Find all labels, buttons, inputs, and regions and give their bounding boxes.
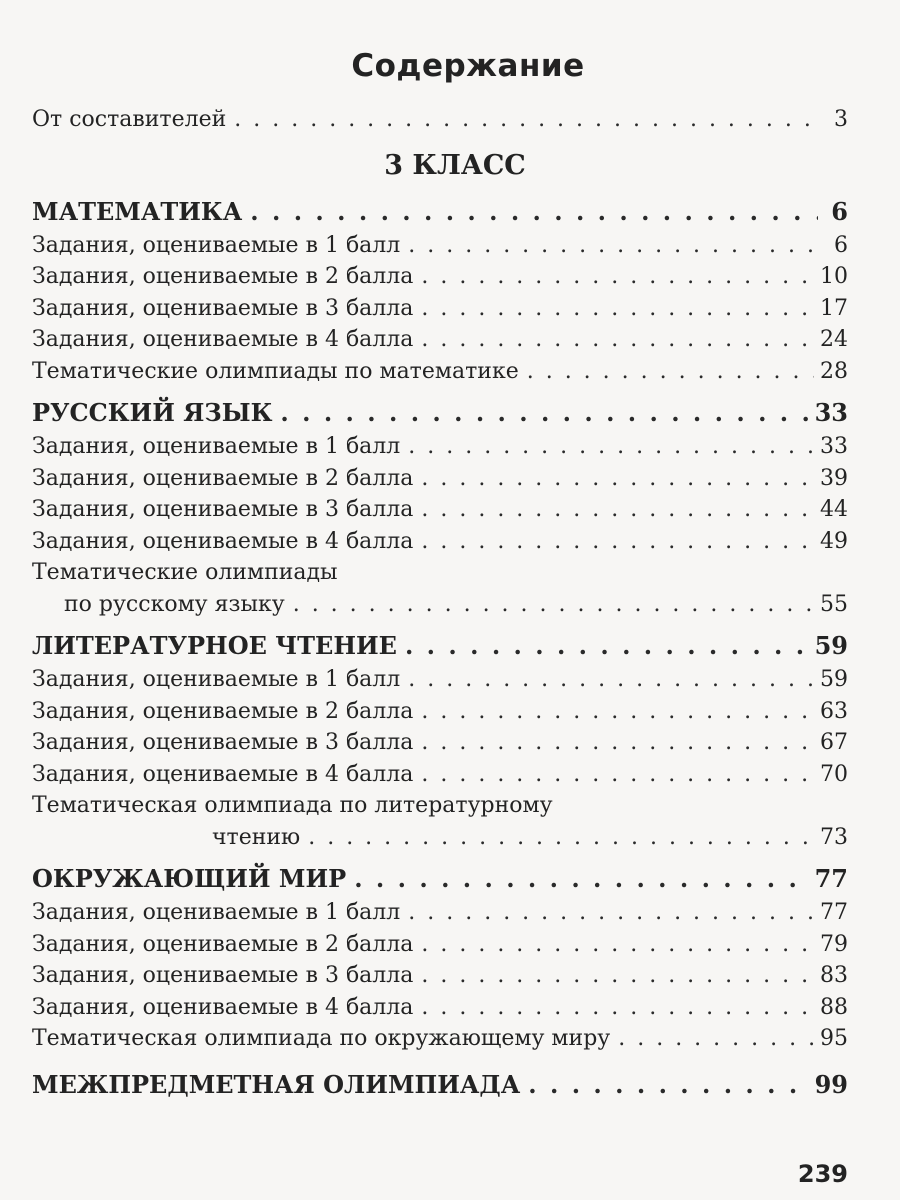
dot-leader (528, 1067, 808, 1103)
toc-entry (32, 526, 848, 558)
toc-entry-page: 63 (820, 698, 848, 724)
toc-entry (32, 356, 848, 388)
dot-leader (421, 463, 814, 495)
dot-leader (234, 104, 818, 136)
toc-entry (32, 992, 848, 1024)
toc-entry-label: От составителей (32, 107, 227, 132)
section-page: 6 (831, 196, 848, 226)
toc-entry-label: Тематическая олимпиада по окружающему миру (32, 1026, 611, 1051)
toc-entry (32, 261, 848, 293)
toc-entry-page: 59 (820, 667, 848, 692)
toc-entry-label: Задания, оцениваемые в 2 балла (32, 465, 414, 491)
page-number: 239 (797, 1160, 848, 1188)
toc-entry-label: по русскому языку (64, 591, 285, 617)
table-of-contents (32, 40, 848, 1103)
dot-leader (421, 696, 814, 728)
toc-entry (32, 324, 848, 356)
toc-entry (32, 822, 848, 854)
section-label: МАТЕМАТИКА (32, 196, 243, 226)
section-label: РУССКИЙ ЯЗЫК (32, 398, 273, 427)
toc-entry (32, 664, 848, 696)
toc-entry-label: чтению (212, 824, 301, 850)
toc-entry-page: 55 (820, 591, 848, 617)
toc-entry (32, 696, 848, 728)
section-page: 59 (814, 631, 848, 660)
toc-entry-label: Задания, оцениваемые в 3 балла (32, 730, 414, 755)
section-interdisciplinary (32, 1067, 848, 1103)
page-title: Содержание (351, 48, 585, 84)
dot-leader (250, 194, 818, 230)
dot-leader (408, 431, 814, 463)
toc-entry-page: 83 (820, 963, 848, 988)
toc-entry-page: 95 (820, 1026, 848, 1051)
dot-leader (408, 897, 814, 929)
toc-entry (32, 929, 848, 961)
toc-entry-label: Задания, оцениваемые в 4 балла (32, 528, 414, 554)
dot-leader (421, 526, 814, 558)
dot-leader (421, 261, 814, 293)
toc-entry-label: Задания, оцениваемые в 3 балла (32, 497, 414, 522)
section-label: МЕЖПРЕДМЕТНАЯ ОЛИМПИАДА (32, 1069, 521, 1099)
dot-leader (421, 929, 814, 961)
toc-entry-page: 3 (834, 107, 848, 132)
toc-entry-label: Задания, оцениваемые в 1 балл (32, 434, 401, 459)
toc-entry-label: Задания, оцениваемые в 4 балла (32, 327, 414, 352)
toc-entry (32, 1023, 848, 1055)
toc-entry (32, 293, 848, 325)
toc-entry-label: Тематическая олимпиада по литературному (32, 793, 553, 818)
dot-leader (408, 230, 818, 262)
toc-entry-label: Задания, оцениваемые в 4 балла (32, 761, 414, 787)
dot-leader (421, 494, 814, 526)
toc-entry (32, 897, 848, 929)
section-label: ЛИТЕРАТУРНОЕ ЧТЕНИЕ (32, 631, 397, 660)
toc-entry-label: Задания, оцениваемые в 1 балл (32, 900, 401, 925)
dot-leader (408, 664, 814, 696)
toc-entry-page: 70 (820, 761, 848, 787)
section-world (32, 861, 848, 897)
dot-leader (618, 1023, 814, 1055)
toc-entry (32, 589, 848, 621)
toc-entry-page: 77 (820, 900, 848, 925)
toc-entry-label: Тематические олимпиады (32, 560, 338, 585)
section-russian (32, 395, 848, 431)
toc-entry (32, 727, 848, 759)
toc-entry-label: Задания, оцениваемые в 3 балла (32, 295, 414, 321)
toc-entry-label: Тематические олимпиады по математике (32, 358, 519, 384)
dot-leader (421, 324, 814, 356)
toc-entry-page: 10 (820, 264, 848, 289)
section-reading (32, 628, 848, 664)
toc-entry-page: 88 (820, 994, 848, 1020)
toc-entry (32, 431, 848, 463)
toc-entry-page: 73 (820, 824, 848, 850)
dot-leader (421, 992, 814, 1024)
toc-entry-page: 49 (820, 528, 848, 554)
toc-entry (32, 960, 848, 992)
toc-entry-label: Задания, оцениваемые в 1 балл (32, 232, 401, 258)
dot-leader (421, 727, 814, 759)
toc-entry-intro (32, 104, 848, 136)
dot-leader (421, 759, 814, 791)
toc-entry-page: 33 (820, 434, 848, 459)
toc-entry-page: 6 (834, 232, 848, 258)
grade-heading: 3 КЛАСС (384, 149, 526, 181)
toc-entry-page: 24 (820, 327, 848, 352)
section-page: 77 (814, 864, 848, 893)
toc-entry-page: 79 (820, 931, 848, 957)
dot-leader (421, 960, 814, 992)
toc-entry-page: 67 (820, 730, 848, 755)
dot-leader (280, 395, 808, 431)
dot-leader (527, 356, 814, 388)
toc-entry-page: 28 (820, 358, 848, 384)
toc-entry-page: 39 (820, 465, 848, 491)
toc-entry (32, 494, 848, 526)
section-label: ОКРУЖАЮЩИЙ МИР (32, 864, 347, 893)
toc-entry-label: Задания, оцениваемые в 4 балла (32, 994, 414, 1020)
dot-leader (405, 628, 809, 664)
toc-entry-label: Задания, оцениваемые в 3 балла (32, 963, 414, 988)
toc-entry (32, 463, 848, 495)
toc-entry-label: Задания, оцениваемые в 1 балл (32, 667, 401, 692)
dot-leader (421, 293, 814, 325)
section-page: 99 (814, 1069, 848, 1099)
toc-entry-label: Задания, оцениваемые в 2 балла (32, 698, 414, 724)
section-page: 33 (814, 398, 848, 427)
toc-entry-label: Задания, оцениваемые в 2 балла (32, 931, 414, 957)
dot-leader (308, 822, 814, 854)
section-math (32, 194, 848, 230)
dot-leader (293, 589, 814, 621)
toc-entry-label: Задания, оцениваемые в 2 балла (32, 264, 414, 289)
toc-entry-page: 44 (820, 497, 848, 522)
toc-entry (32, 230, 848, 262)
toc-entry-page: 17 (820, 295, 848, 321)
toc-entry (32, 759, 848, 791)
dot-leader (354, 861, 808, 897)
